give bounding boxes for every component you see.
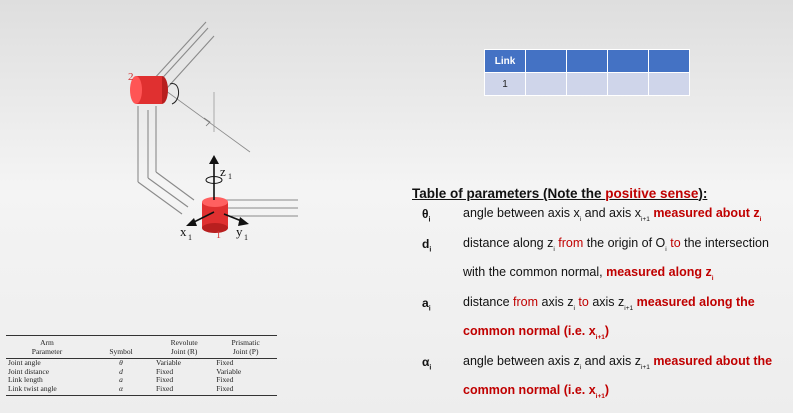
link-table-header-cell xyxy=(608,50,649,73)
table-row xyxy=(6,385,277,396)
arm-header-prismatic xyxy=(214,336,277,359)
link-table-header-cell xyxy=(526,50,567,73)
d-text: the origin of O xyxy=(583,236,666,250)
arm-header-text: Joint (P) xyxy=(232,347,259,356)
alpha-highlight: ) xyxy=(604,383,610,397)
arm-cell-symbol: θ xyxy=(119,358,123,367)
arm-cell-prismatic: Fixed xyxy=(216,375,234,384)
table-row xyxy=(6,368,277,377)
alpha-sub: i+1 xyxy=(595,393,605,400)
theta-sub: i xyxy=(759,216,762,223)
d-text: the intersection with the common normal, xyxy=(463,236,769,279)
theta-text: angle between axis x xyxy=(463,206,580,220)
axis-x-label: x xyxy=(180,224,187,239)
link-table-cell xyxy=(526,73,567,96)
alpha-symbol-char: α xyxy=(422,355,430,369)
rotation-arrow-joint2 xyxy=(170,83,179,104)
d-definition xyxy=(463,232,793,290)
arm-header-text: Joint (R) xyxy=(170,347,198,356)
theta-symbol xyxy=(412,207,463,231)
arm-cell-symbol: a xyxy=(119,375,123,384)
arm-header-symbol: Symbol xyxy=(88,336,154,359)
a-sub: i+1 xyxy=(595,334,605,341)
d-symbol xyxy=(412,237,463,290)
arm-cell-revolute: Variable xyxy=(156,358,181,367)
arm-header-text: Prismatic xyxy=(231,338,260,347)
d-highlight: from xyxy=(558,236,584,250)
lower-link xyxy=(218,200,298,216)
arm-header-text: Parameter xyxy=(31,347,63,356)
a-text: distance xyxy=(463,295,514,309)
link-table-cell xyxy=(649,73,690,96)
link-table-header-cell xyxy=(649,50,690,73)
theta-sub: i xyxy=(579,216,582,223)
arm-cell-revolute: Fixed xyxy=(156,375,174,384)
d-sub: i xyxy=(665,246,667,253)
robot-arm-svg xyxy=(118,14,298,244)
link-table-cell xyxy=(567,73,608,96)
theta-highlight: measured about z xyxy=(653,206,760,220)
table-row xyxy=(485,73,690,96)
arm-cell-revolute: Fixed xyxy=(154,385,214,396)
arm-header-text: Revolute xyxy=(170,338,198,347)
alpha-text: angle between axis z xyxy=(463,354,580,368)
a-highlight: to xyxy=(578,295,589,309)
arm-cell-param: Link length xyxy=(8,375,43,384)
arm-cell-prismatic: Fixed xyxy=(214,385,277,396)
arm-parameter-table xyxy=(6,335,277,396)
link-table-cell xyxy=(608,73,649,96)
d-sub: i xyxy=(711,275,714,282)
axis-z-sub: 1 xyxy=(228,172,232,181)
param-a-row xyxy=(412,296,793,349)
joint-1-label: 1 xyxy=(216,230,221,241)
link-table-cell: 1 xyxy=(485,73,526,96)
link-table-header-row xyxy=(485,50,690,73)
theta-definition xyxy=(463,202,793,231)
alpha-sub: i xyxy=(579,364,582,371)
d-text: distance along z xyxy=(463,236,554,250)
params-title xyxy=(412,186,793,201)
d-symbol-char: d xyxy=(422,237,430,251)
alpha-symbol xyxy=(412,355,463,408)
a-text: axis z xyxy=(588,295,625,309)
arm-cell-prismatic: Variable xyxy=(216,366,242,376)
a-sub: i xyxy=(573,305,575,312)
theta-sub: i+1 xyxy=(640,216,650,223)
axis-y-sub: 1 xyxy=(244,233,248,242)
param-d-row xyxy=(412,237,793,290)
d-symbol-sub: i xyxy=(429,246,432,254)
theta-text: and axis x xyxy=(581,206,641,220)
link-parameter-table xyxy=(484,49,690,96)
axis-z-label: z xyxy=(220,164,226,179)
joint-2-cylinder xyxy=(130,76,168,104)
arm-cell-param: Link twist angle xyxy=(6,385,88,396)
arm-header-revolute xyxy=(154,336,214,359)
joint-1-cylinder xyxy=(202,197,228,233)
param-theta-row xyxy=(412,207,793,231)
theta-symbol-sub: i xyxy=(428,216,431,224)
d-sub: i xyxy=(553,246,555,253)
a-highlight: common normal (i.e. x xyxy=(463,324,596,338)
d-highlight: to xyxy=(670,236,681,250)
robot-arm-diagram xyxy=(118,14,298,244)
arm-cell-symbol: d xyxy=(119,366,123,376)
link-table-header-cell: Link xyxy=(485,50,526,73)
arm-cell-param: Joint angle xyxy=(8,358,41,367)
alpha-symbol-sub: i xyxy=(429,364,432,372)
params-title-suffix: ): xyxy=(698,186,708,201)
params-title-prefix: Table of parameters (Note the xyxy=(412,186,606,201)
arm-cell-symbol: α xyxy=(88,385,154,396)
parameter-definitions xyxy=(412,186,793,408)
param-alpha-row xyxy=(412,355,793,408)
arm-cell-revolute: Fixed xyxy=(156,366,174,376)
alpha-definition xyxy=(463,350,793,408)
a-highlight: measured along the xyxy=(636,295,755,309)
axis-y-label: y xyxy=(236,224,243,239)
alpha-text: and axis z xyxy=(581,354,641,368)
vertical-link xyxy=(138,106,194,214)
axis-x-sub: 1 xyxy=(188,233,192,242)
alpha-highlight: common normal (i.e. x xyxy=(463,383,596,397)
a-highlight: from xyxy=(513,295,539,309)
a-definition xyxy=(463,291,793,349)
x-arrowhead xyxy=(186,218,197,226)
d-highlight: measured along z xyxy=(606,265,712,279)
arm-header-text: Arm xyxy=(40,338,54,347)
a-text: axis z xyxy=(538,295,574,309)
a-highlight: ) xyxy=(604,324,610,338)
a-symbol-sub: i xyxy=(428,305,431,313)
joint-2-label: 2 xyxy=(128,71,134,83)
z-arrowhead xyxy=(209,155,219,164)
link-table-header-cell xyxy=(567,50,608,73)
theta-symbol-char: θ xyxy=(422,207,429,221)
a-sub: i+1 xyxy=(624,305,634,312)
arm-table-header-row xyxy=(6,336,277,359)
arm-cell-param: Joint distance xyxy=(8,366,50,376)
a-symbol xyxy=(412,296,463,349)
params-title-highlight: positive sense xyxy=(605,186,699,201)
alpha-sub: i+1 xyxy=(640,364,650,371)
alpha-highlight: measured about the xyxy=(653,354,773,368)
a-symbol-char: a xyxy=(422,296,429,310)
arm-cell-prismatic: Fixed xyxy=(216,358,234,367)
arm-header-parameter xyxy=(6,336,88,359)
joint2-axis-line xyxy=(162,88,250,152)
